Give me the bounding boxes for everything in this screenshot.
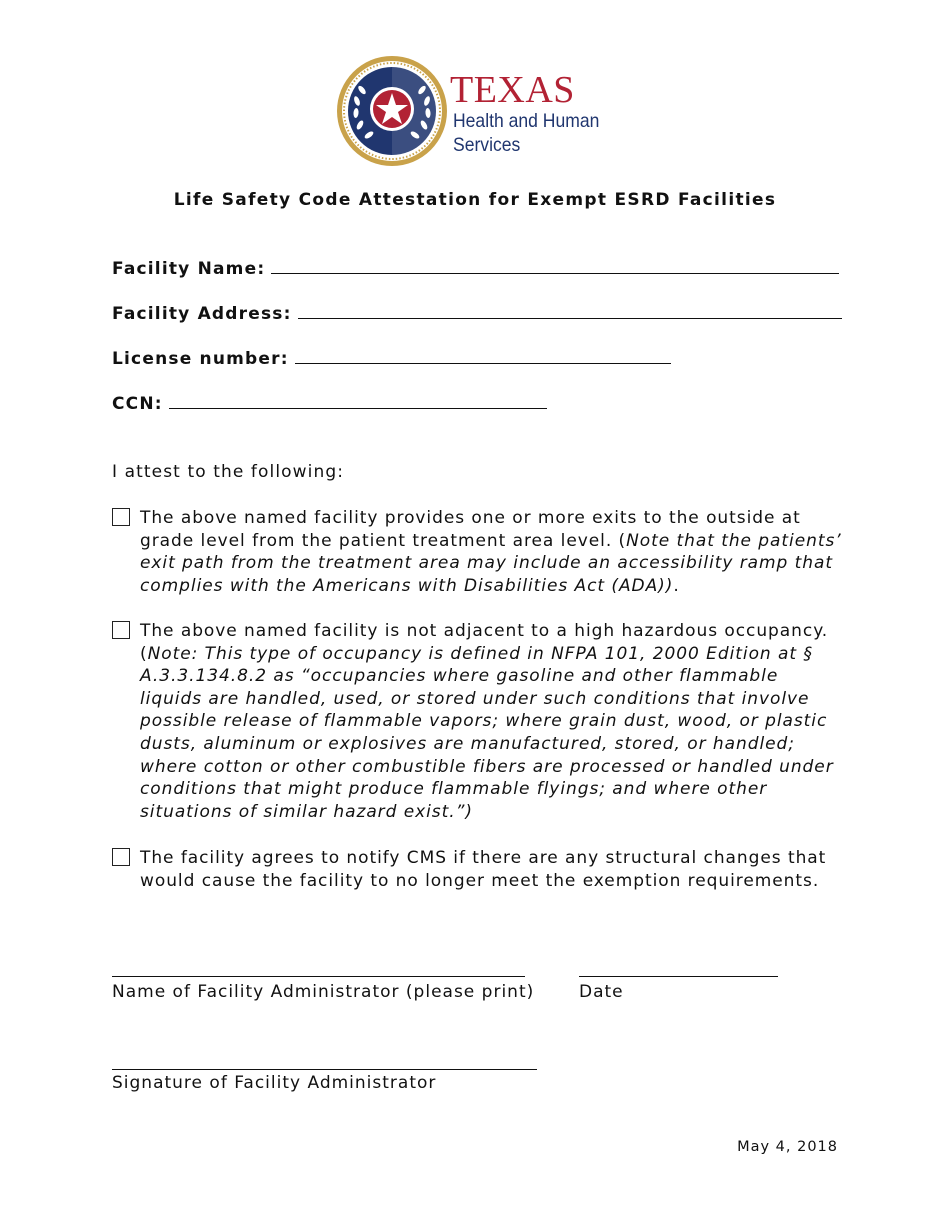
signature-line[interactable] (112, 1069, 537, 1070)
facility-address-label: Facility Address: (112, 304, 292, 324)
attestation-item-2 (112, 620, 842, 823)
checkbox-exits[interactable] (112, 508, 130, 526)
item-2-text: The above named facility is not adjacent to a high hazardous occupancy. ( (140, 621, 829, 664)
license-number-label: License number: (112, 349, 289, 369)
attest-intro: I attest to the following: (112, 462, 345, 482)
document-title: Life Safety Code Attestation for Exempt ESRD Facilities (173, 190, 777, 210)
license-number-input[interactable] (295, 348, 671, 364)
license-number-row (112, 348, 671, 370)
brand-texas: TEXAS (450, 69, 575, 111)
facility-address-input[interactable] (298, 303, 842, 319)
attestation-item-3 (112, 847, 842, 892)
signature-label: Signature of Facility Administrator (112, 1073, 437, 1093)
texas-hhs-logo (336, 55, 626, 167)
facility-name-input[interactable] (271, 258, 839, 274)
ccn-input[interactable] (169, 393, 547, 409)
admin-name-line[interactable] (112, 976, 525, 977)
texas-seal-icon (336, 55, 448, 167)
checkbox-notify-cms[interactable] (112, 848, 130, 866)
checkbox-hazardous[interactable] (112, 621, 130, 639)
facility-name-row (112, 258, 839, 280)
attestation-item-1 (112, 507, 842, 597)
item-1-tail: . (673, 575, 680, 596)
item-2-note: Note: This type of occupancy is defined in NFPA 101, 2000 Edition at § A.3.3.134.8.2 as “occupancies where gasoline and other flammable liquids are handled, used, or stored under such conditions that involve possible release of flammable vapors; where grain dust, wood, or plastic dusts, aluminum or explosives are manufactured, stored, or handled; where cotton or other combustible fibers are processed or handled under conditions that might produce flammable flyings; and where other situations of similar hazard exist.”) (140, 643, 834, 822)
footer-date: May 4, 2018 (737, 1139, 838, 1155)
item-1-text: The above named facility provides one or more exits to the outside at grade level from the patient treatment area level. ( (140, 508, 801, 551)
brand-services: Services (453, 134, 521, 156)
facility-name-label: Facility Name: (112, 259, 266, 279)
item-1-note: Note that the patients’ exit path from the treatment area may include an accessibility ramp that complies with the Americans with Disabilities Act (ADA)) (140, 530, 842, 596)
ccn-row (112, 393, 547, 415)
facility-address-row (112, 303, 842, 325)
ccn-label: CCN: (112, 394, 163, 414)
brand-health-human: Health and Human (453, 110, 600, 132)
admin-name-label: Name of Facility Administrator (please print) (112, 982, 535, 1002)
item-3-text: The facility agrees to notify CMS if there are any structural changes that would cause the facility to no longer meet the exemption requirements. (140, 848, 827, 891)
date-label: Date (579, 982, 624, 1002)
date-line[interactable] (579, 976, 778, 977)
